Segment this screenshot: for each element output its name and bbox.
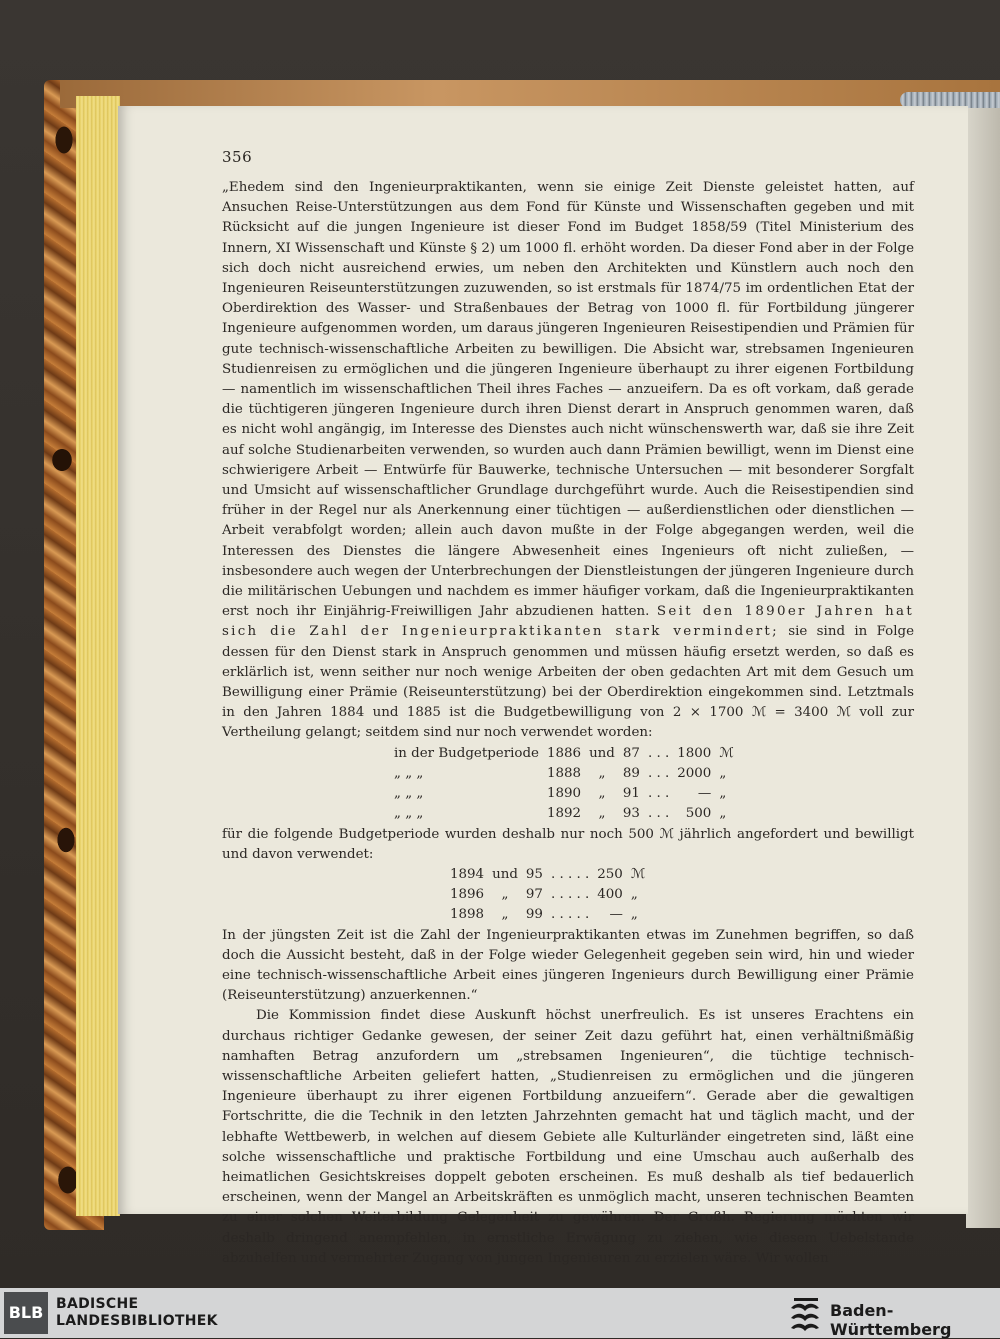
row-und: „ <box>501 907 509 923</box>
row-year-to: 87 <box>622 745 640 761</box>
row-dots: . . . <box>647 806 670 822</box>
spaced-sentence: Seit den 1890er Jahren hat sich die Zahl der Ingenieurpraktikanten stark vermindert; <box>222 604 914 640</box>
row-year-from: 1898 <box>450 907 485 923</box>
blb-name <box>56 1296 218 1330</box>
row-und: „ <box>598 786 606 802</box>
row-year-to: 97 <box>525 887 543 903</box>
intro-continuation: sie sind in Folge dessen für den Dienst stark in Anspruch genommen und müssen häufig ersetzt werden, so daß es erklärlich ist, wenn seither nur noch wenige Arbeiten der oben gedachten Art mit dem Gesuch um Bewilligung einer Prämie (Reiseunterstützung) bei der Oberdirektion eingekommen sind. Letztmals in den Jahren 1884 und 1885 ist die Budgetbewilligung von 2 × 1700 ℳ = 3400 ℳ voll zur Vertheilung gelangt; seitdem sind nur noch verwendet worden: <box>222 624 914 741</box>
table-row <box>390 784 738 804</box>
row-dots: . . . <box>647 786 670 802</box>
row-label: „ „ „ <box>394 765 424 781</box>
row-amount: — <box>697 786 712 802</box>
table-row <box>390 744 738 764</box>
footer-bar <box>0 1288 1000 1338</box>
row-year-to: 89 <box>622 765 640 781</box>
table-row <box>446 865 649 885</box>
table-row <box>390 764 738 784</box>
row-unit: „ <box>719 806 727 822</box>
row-year-from: 1888 <box>546 765 582 781</box>
quote-paragraph <box>222 178 914 744</box>
table-row <box>390 804 738 824</box>
table-row <box>446 905 649 925</box>
row-label: „ „ „ <box>394 786 424 802</box>
row-dots: . . . <box>647 765 670 781</box>
row-label: „ „ „ <box>394 806 424 822</box>
row-unit: „ <box>719 786 727 802</box>
row-amount: 400 <box>597 887 623 903</box>
row-year-to: 93 <box>622 806 640 822</box>
row-year-from: 1892 <box>546 806 582 822</box>
row-dots: . . . . . <box>550 907 590 923</box>
commission-paragraph: Die Kommission findet diese Auskunft höchst unerfreulich. Es ist unseres Erachtens ein durchaus richtiger Gedanke gewesen, der seiner Zeit dazu geführt hat, einen verhältnißmäßig namhaften Betrag anzufordern um „strebsamen Ingenieuren“, die tüchtige technisch-wissenschaftliche Arbeiten geliefert hatten, „Studienreisen zu ermöglichen und die jüngeren Ingenieure überhaupt zu ihrer eigenen Fortbildung anzueifern“. Gerade aber die gewaltigen Fortschritte, die die Technik in den letzten Jahrzehnten gemacht hat und täglich macht, und der lebhafte Wettbewerb, in welchen auf diesem Gebiete alle Kulturländer eingetreten sind, läßt eine solche wissenschaftliche und praktische Fortbildung und eine Umschau auch außerhalb des heimatlichen Gesichtskreises doppelt geboten erscheinen. Es muß deshalb als tief bedauerlich erscheinen, wenn der Mangel an Arbeitskräften es unmöglich macht, unseren technischen Beamten zu einer solchen Weiterbildung Gelegenheit zu gewähren. Der Großh. Regierung möchten wir deshalb dringend anempfehlen, in ernstliche Erwägung zu ziehen, wie diesem Uebelstande abzuhelfen und vermehrter Zugang von jungen Ingenieuren zu erzielen wäre. Wir wollen <box>222 1008 914 1266</box>
row-year-from: 1890 <box>546 786 582 802</box>
row-unit: „ <box>630 907 638 923</box>
page-edges <box>76 96 120 1216</box>
intro-text: „Ehedem sind den Ingenieurpraktikanten, wenn sie einige Zeit Dienste geleistet hatten, auf Ansuchen Reise-Unterstützungen aus dem Fond für Künste und Wissenschaften gegeben und mit Rücksicht auf die jungen Ingenieure ist dieser Fond im Budget 1858/59 (Titel Ministerium des Innern, XI Wissenschaft und Künste § 2) um 1000 fl. erhöht worden. Da dieser Fond aber in der Folge sich doch nicht ausreichend erwies, um neben den Architekten und Künstlern auch noch den Ingenieuren Reiseunterstützungen zuzuwenden, so ist erstmals für 1874/75 im ordentlichen Etat der Oberdirektion des Wasser- und Straßenbaues der Betrag von 1000 fl. für Fortbildung jüngerer Ingenieure aufgenommen worden, um daraus jüngeren Ingenieuren Reisestipendien und Prämien für gute technisch-wissenschaftliche Arbeiten zu bewilligen. Die Absicht war, strebsamen Ingenieuren Studienreisen zu ermöglichen und die jüngeren Ingenieure überhaupt zu ihrer eigenen Fortbildung — namentlich im wissenschaftlichen Theil ihres Faches — anzueifern. Da es oft vorkam, daß gerade die tüchtigeren jüngeren Ingenieure durch ihren Dienst derart in Anspruch genommen waren, daß es nicht wohl angängig, im Interesse des Dienstes auch nicht wünschenswerth war, daß sie ihre Zeit auf solche Studienarbeiten verwenden, so wurden auch dann Prämien bewilligt, wenn im Dienst eine schwierigere Arbeit — Entwürfe für Bauwerke, technische Untersuchen — mit besonderer Sorgfalt und Umsicht auf wissenschaftlicher Grundlage durchgeführt wurde. Auch die Reisestipendien sind früher in der Regel nur als Anerkennung einer tüchtigen — außerdienstlichen oder dienstlichen — Arbeit verabfolgt worden; allein auch davon mußte in der Folge abgegangen werden, weil die Interessen des Dienstes die längere Abwesenheit eines Ingenieurs oft nicht zuließen, — insbesondere auch wegen der Unterbrechungen der Dienstleistungen der jüngeren Ingenieure durch die militärischen Uebungen und nachdem es immer häufiger vorkam, daß die Ingenieurpraktikanten erst noch ihr Einjährig-Freiwilligen Jahr abzudienen hatten. <box>222 180 914 620</box>
middle-paragraph: für die folgende Budgetperiode wurden deshalb nur noch 500 ℳ jährlich angefordert und bewilligt und davon verwendet: <box>222 826 914 862</box>
row-year-to: 95 <box>525 866 543 882</box>
page-number: 356 <box>222 148 253 166</box>
row-label: in der Budgetperiode <box>394 745 539 761</box>
row-dots: . . . . . <box>550 866 590 882</box>
row-amount: 2000 <box>677 765 712 781</box>
row-amount: 1800 <box>677 745 712 761</box>
cover-top-edge <box>60 80 1000 108</box>
row-year-from: 1896 <box>450 887 485 903</box>
next-leaf-edge <box>966 108 1000 1228</box>
row-und: „ <box>598 806 606 822</box>
row-unit: „ <box>630 887 638 903</box>
row-dots: . . . . . <box>550 887 590 903</box>
row-year-from: 1894 <box>450 866 485 882</box>
blb-name-line1: BADISCHE <box>56 1296 139 1312</box>
row-year-from: 1886 <box>546 745 582 761</box>
row-amount: — <box>609 907 623 923</box>
row-amount: 500 <box>685 806 712 822</box>
row-year-to: 91 <box>622 786 640 802</box>
bw-name: Baden-Württemberg <box>830 1301 952 1339</box>
row-und: „ <box>598 765 606 781</box>
table-row <box>446 885 649 905</box>
budget-table-1 <box>390 744 738 825</box>
blb-name-line2: LANDESBIBLIOTHEK <box>56 1313 218 1329</box>
lions-coat-of-arms-icon[interactable] <box>790 1292 824 1334</box>
blb-logo[interactable]: BLB <box>4 1292 48 1334</box>
budget-table-2 <box>446 865 649 926</box>
page-text <box>222 178 914 1269</box>
book-page <box>118 106 968 1266</box>
row-und: und <box>492 866 518 882</box>
row-amount: 250 <box>597 866 623 882</box>
row-unit: ℳ <box>719 745 734 761</box>
closing-quote-paragraph: In der jüngsten Zeit ist die Zahl der Ingenieurpraktikanten etwas im Zunehmen begriffen, so daß doch die Aussicht besteht, daß in der Folge wieder Gelegenheit gegeben sein wird, hin und wieder eine technisch-wissenschaftliche Arbeit eines jüngeren Ingenieurs durch Bewilligung einer Prämie (Reiseunterstützung) anzuerkennen.“ <box>222 927 914 1004</box>
row-year-to: 99 <box>525 907 543 923</box>
row-dots: . . . <box>647 745 670 761</box>
row-und: „ <box>501 887 509 903</box>
row-und: und <box>589 745 615 761</box>
row-unit: „ <box>719 765 727 781</box>
row-unit: ℳ <box>630 866 646 882</box>
